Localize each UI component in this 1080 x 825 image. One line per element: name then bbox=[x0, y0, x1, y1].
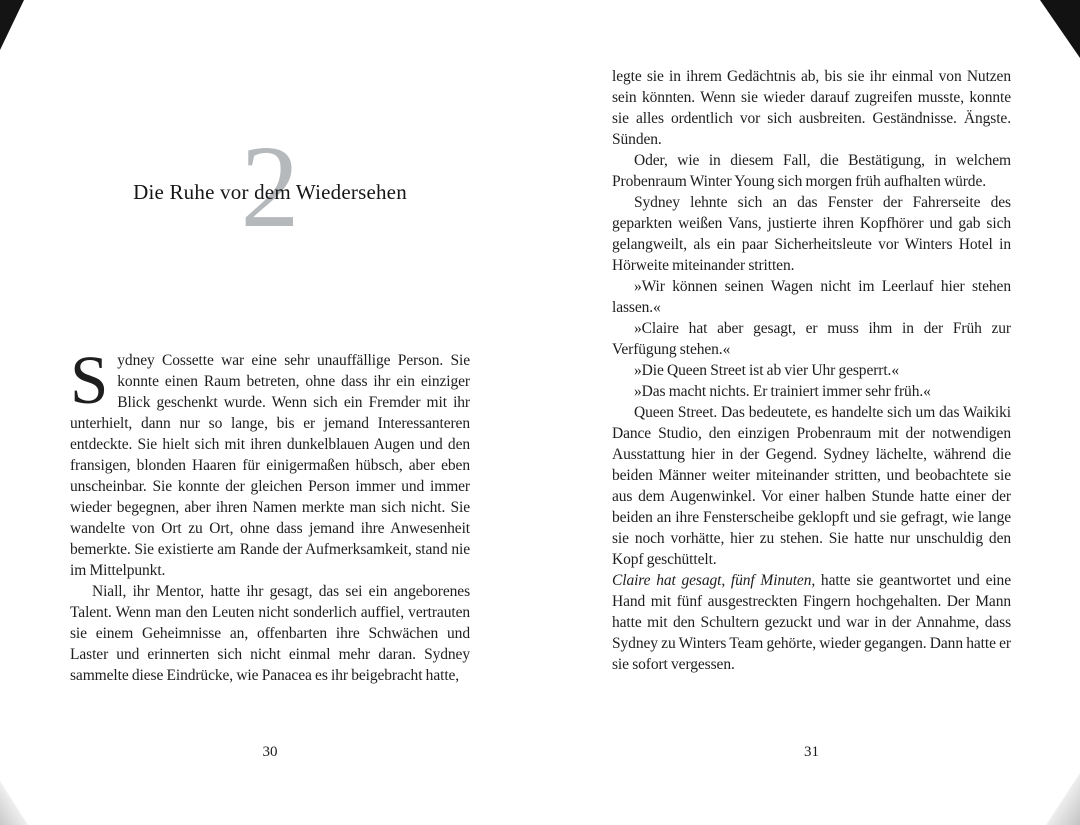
chapter-number: 2 bbox=[240, 121, 300, 252]
body-text-run: ydney Cossette war eine sehr unauffällige Person. Sie konnte einen Raum betreten, ohne dass ihr ein einziger Blick geschenkt wurde. Wenn sich ein Fremder mit ihr unterhielt, dann nur so lange, bis er jemand Interessanteren entdeckte. Sie hielt sich mit ihren dunkelblauen Augen und den fransigen, blonden Haaren für einigermaßen hübsch, aber eben unscheinbar. Sie konnte der gleichen Person immer und immer wieder begegnen, aber ihren Namen merkte man sich nicht. Sie wandelte von Ort zu Ort, ohne dass jemand ihre Anwesenheit bemerkte. Sie existierte am Rande der Aufmerksamkeit, stand nie im Mittelpunkt. bbox=[70, 352, 470, 579]
body-text-run: Niall, ihr Mentor, hatte ihr gesagt, das sei ein angeborenes Talent. Wenn man den Leuten nicht sonderlich auffiel, vertrauten sie einem Geheimnisse an, offenbarten ihre Schwächen und Laster und erinnerten sich nicht einmal mehr daran. Sydney sammelte diese Eindrücke, wie Panacea es ihr beigebracht hatte, bbox=[70, 583, 470, 684]
body-text-run: »Wir können seinen Wagen nicht im Leerlauf hier stehen lassen.« bbox=[612, 278, 1011, 316]
body-text-run: hatte sie geantwortet und eine Hand mit fünf ausgestreckten Fingern hochgehalten. Der Mann hatte mit den Schultern gezuckt und war in der Annahme, dass Sydney zu Winters Team gehörte, wieder gegangen. Dann hatte er sie sofort vergessen. bbox=[612, 572, 1011, 673]
body-text-run: Oder, wie in diesem Fall, die Bestätigung, in welchem Probenraum Winter Young sich morgen früh aufhalten würde. bbox=[612, 152, 1011, 190]
body-text-run: legte sie in ihrem Gedächtnis ab, bis sie ihr einmal von Nutzen sein könnten. Wenn sie wieder darauf zugreifen musste, konnte sie alles ordentlich vor sich ausbreiten. Geständnisse. Ängste. Sünden. bbox=[612, 68, 1011, 148]
photo-corner-top-left bbox=[0, 0, 24, 50]
body-text-run: »Das macht nichts. Er trainiert immer sehr früh.« bbox=[634, 383, 931, 400]
photo-corner-bottom-left bbox=[0, 781, 28, 825]
paragraph bbox=[70, 581, 470, 686]
page-number-right: 31 bbox=[804, 744, 819, 760]
drop-cap: S bbox=[70, 342, 109, 418]
body-text-run: Queen Street. Das bedeutete, es handelte sich um das Waikiki Dance Studio, den einzigen Probenraum mit der notwendigen Ausstattung hier in der Gegend. Sydney lächelte, während die beiden Männer weiter miteinander stritten, und beobachtete sie aus dem Augenwinkel. Vor einer halben Stunde hatte einer der beiden an ihre Fensterscheibe geklopft und sie gefragt, wie lange sie noch vorhätte, hier zu stehen. Sie hatte nur unschuldig den Kopf geschüttelt. bbox=[612, 404, 1011, 568]
body-text-run: »Die Queen Street ist ab vier Uhr gesperrt.« bbox=[634, 362, 899, 379]
body-text-run: »Claire hat aber gesagt, er muss ihm in der Früh zur Verfügung stehen.« bbox=[612, 320, 1011, 358]
right-page-text bbox=[612, 66, 1011, 675]
paragraph bbox=[612, 570, 1011, 675]
chapter-title: Die Ruhe vor dem Wiedersehen bbox=[133, 180, 407, 204]
photo-corner-top-right bbox=[1040, 0, 1080, 58]
photo-corner-bottom-right bbox=[1046, 773, 1080, 825]
paragraph bbox=[612, 360, 1011, 381]
paragraph bbox=[612, 150, 1011, 192]
italic-text: Claire hat gesagt, fünf Minuten, bbox=[612, 572, 816, 589]
paragraph bbox=[612, 318, 1011, 360]
paragraph bbox=[612, 66, 1011, 150]
body-text-run: Sydney lehnte sich an das Fenster der Fahrerseite des geparkten weißen Vans, justierte ihren Kopfhörer und gab sich gelangweilt, als ein paar Sicherheitsleute vor Winters Hotel in Hörweite miteinander stritten. bbox=[612, 194, 1011, 274]
left-page-text bbox=[70, 342, 470, 686]
page-number-left: 30 bbox=[262, 744, 278, 760]
paragraph bbox=[70, 342, 470, 581]
paragraph bbox=[612, 276, 1011, 318]
paragraph bbox=[612, 381, 1011, 402]
paragraph bbox=[612, 402, 1011, 570]
paragraph bbox=[612, 192, 1011, 276]
chapter-heading bbox=[70, 121, 470, 258]
